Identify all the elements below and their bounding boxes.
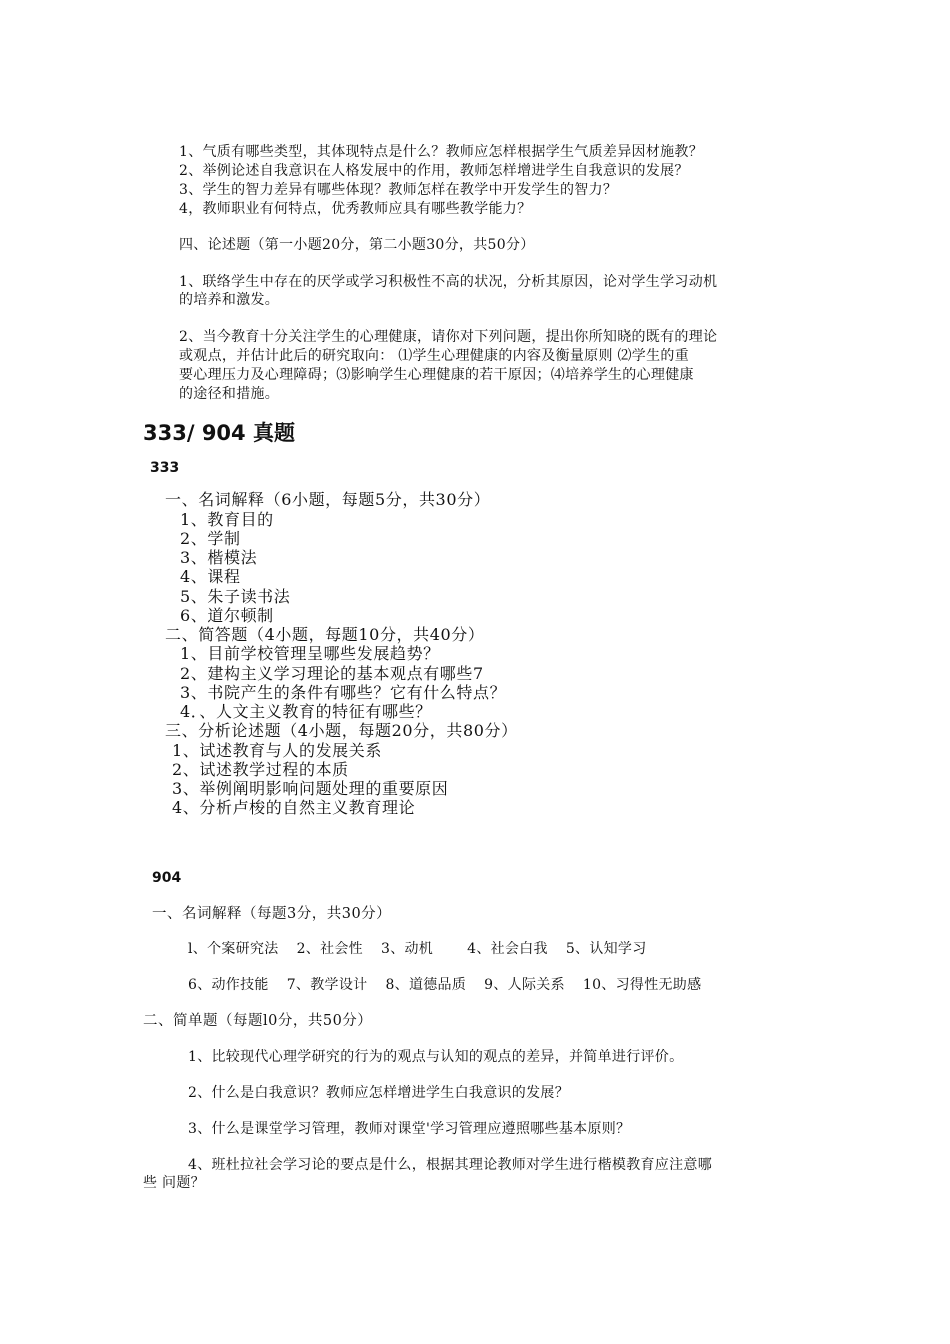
s904-sec2-heading: 二、简单题（每题l0分，共50分） <box>143 1013 373 1029</box>
s333-essay-question: 3、举例阐明影响问题处理的重要原因 <box>172 779 449 798</box>
s333-term: 3、楷模法 <box>180 548 258 567</box>
s904-terms-row-1 <box>188 940 665 959</box>
s904-question-3: 3、什么是课堂学习管理，教师对课堂'学习管理应遵照哪些基本原则？ <box>188 1121 631 1137</box>
s904-term: 2、社会性 <box>296 941 363 957</box>
s333-term: 5、朱子读书法 <box>180 587 291 606</box>
s904-term: 4、社会白我 <box>467 941 548 957</box>
s904-question-2: 2、什么是白我意识？教师应怎样增进学生白我意识的发展？ <box>188 1085 570 1101</box>
s333-term: 4、课程 <box>180 567 241 586</box>
s333-short-question: 2、建构主义学习理论的基本观点有哪些7 <box>180 664 484 683</box>
s904-question-4-line-2: 些 问题？ <box>143 1175 205 1191</box>
s333-term: 1、教育目的 <box>180 510 274 529</box>
s904-term: 6、动作技能 <box>188 977 269 993</box>
essay-2-line-4: 的途径和措施。 <box>179 386 280 402</box>
s904-term: l、个案研究法 <box>188 941 279 957</box>
s904-term: 10、习得性无助感 <box>582 977 702 993</box>
question-1: 1、气质有哪些类型，其体现特点是什么？教师应怎样根据学生气质差异因材施教？ <box>179 144 704 160</box>
s904-term: 3、动机 <box>381 941 434 957</box>
essay-2-line-1: 2、当今教育十分关注学生的心理健康，请你对下列问题，提出你所知晓的既有的理论 <box>179 329 718 345</box>
s904-sec1-heading: 一、名词解释（每题3分，共30分） <box>152 906 392 922</box>
question-2: 2、举例论述自我意识在人格发展中的作用，教师怎样增进学生自我意识的发展？ <box>179 163 689 179</box>
s904-question-4-line-1: 4、班杜拉社会学习论的要点是什么，根据其理论教师对学生进行楷模教育应注意哪 <box>188 1157 713 1173</box>
essay-1-line-1: 1、联络学生中存在的厌学或学习积极性不高的状况，分析其原因，论对学生学习动机 <box>179 274 718 290</box>
s904-term: 5、认知学习 <box>565 941 647 957</box>
s333-sec3-heading: 三、分析论述题（4小题，每题20分，共80分） <box>165 721 518 740</box>
s333-essay-question: 4、分析卢梭的自然主义教育理论 <box>172 798 416 817</box>
section-904-label: 904 <box>152 870 182 886</box>
essay-2-line-2: 或观点，并估计此后的研究取向： ⑴学生心理健康的内容及衡量原则 ⑵学生的重 <box>179 348 689 364</box>
s333-term: 6、道尔顿制 <box>180 606 274 625</box>
s333-essay-question: 1、试述教育与人的发展关系 <box>172 741 382 760</box>
page-title: 333/ 904 真题 <box>143 421 295 445</box>
s333-short-question: 1、目前学校管理呈哪些发展趋势？ <box>180 644 440 663</box>
s333-sec2-heading: 二、简答题（4小题，每题10分，共40分） <box>165 625 485 644</box>
s333-term: 2、学制 <box>180 529 241 548</box>
s333-short-question: 4．、人文主义教育的特征有哪些？ <box>180 702 432 721</box>
s333-short-question: 3、书院产生的条件有哪些？它有什么特点？ <box>180 683 507 702</box>
s904-term: 9、人际关系 <box>484 977 565 993</box>
s333-sec1-heading: 一、名词解释（6小题，每题5分，共30分） <box>165 490 491 509</box>
essay-2-line-3: 要心理压力及心理障碍；⑶影响学生心理健康的若干原因；⑷培养学生的心理健康 <box>179 367 694 383</box>
question-4: 4，教师职业有何特点，优秀教师应具有哪些教学能力？ <box>179 201 532 217</box>
section-333-label: 333 <box>150 460 180 476</box>
s904-term: 7、教学设计 <box>286 977 368 993</box>
section-4-heading: 四、论述题（第一小题20分，第二小题30分，共50分） <box>179 237 535 253</box>
essay-1-line-2: 的培养和激发。 <box>179 292 280 308</box>
s333-essay-question: 2、试述教学过程的本质 <box>172 760 349 779</box>
s904-terms-row-2 <box>188 976 719 995</box>
s904-term: 8、道德品质 <box>385 977 467 993</box>
s904-question-1: 1、比较现代心理学研究的行为的观点与认知的观点的差异，并简单进行评价。 <box>188 1049 684 1065</box>
question-3: 3、学生的智力差异有哪些体现？教师怎样在教学中开发学生的智力？ <box>179 182 618 198</box>
